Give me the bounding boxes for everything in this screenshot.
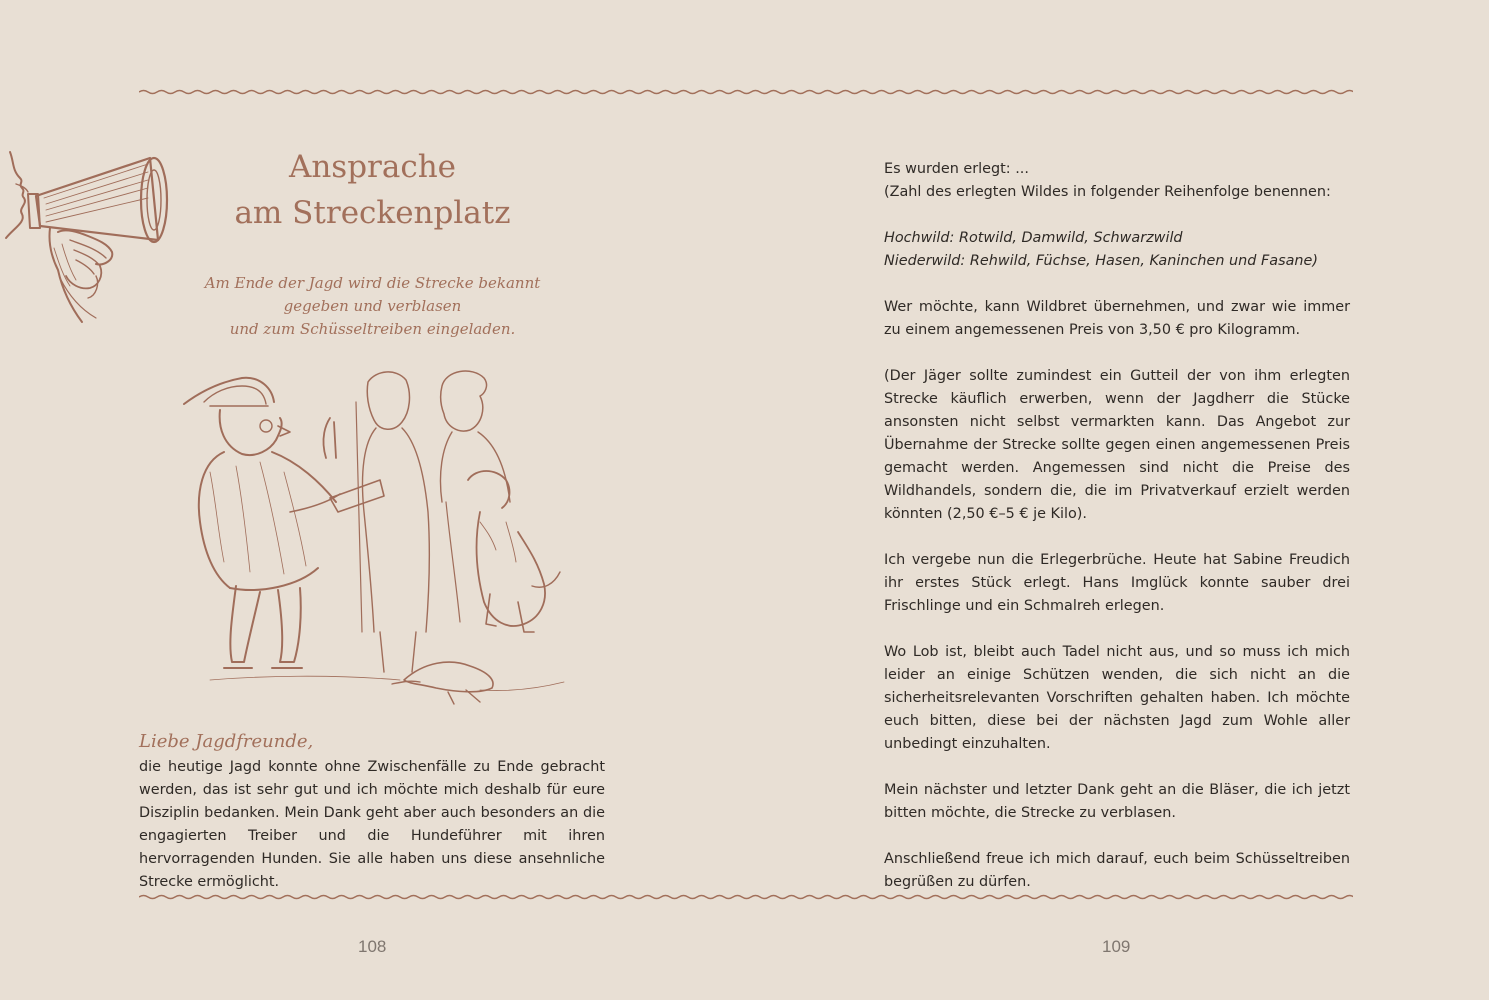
greeting: Liebe Jagdfreunde, <box>139 731 314 752</box>
paragraph-blaeser: Mein nächster und letzter Dank geht an die Bläser, die ich jetzt bitten möchte, die Strecke zu verblasen. <box>884 782 1350 821</box>
subtitle-line-2: gegeben und verblasen <box>283 297 462 315</box>
intro-line-1: Es wurden erlegt: ... <box>884 161 1029 177</box>
paragraph-jaeger: (Der Jäger sollte zumindest ein Gutteil der von ihm erlegten Strecke käuflich erwerben, wenn der Jagdherr die Stücke ansonsten nicht selbst vermarkten kann. Das Angebot zur Übernahme der Strecke sollte gegen einen angemessenen Preis gemacht werden. Angemessen sind nicht die Preise des Wildhandels, sondern die, die im Privatverkauf erzielt werden könnten (2,50 €–5 € je Kilo). <box>884 368 1350 522</box>
subtitle-line-1: Am Ende der Jagd wird die Strecke bekannt <box>204 274 541 292</box>
wavy-divider-top <box>139 86 1353 98</box>
paragraph-tadel: Wo Lob ist, bleibt auch Tadel nicht aus, und so muss ich mich leider an einige Schützen wenden, die sich nicht an die sicherheitsrelevanten Vorschriften gehalten haben. Ich möchte euch bitten, diese bei der nächsten Jagd zum Wohle aller unbedingt einzuhalten. <box>884 644 1350 752</box>
intro-block <box>884 158 1350 204</box>
subtitle <box>190 272 555 341</box>
paragraph-schluss: Anschließend freue ich mich darauf, euch beim Schüsseltreiben begrüßen zu dürfen. <box>884 851 1350 890</box>
hochwild-line: Hochwild: Rotwild, Damwild, Schwarzwild <box>884 230 1183 246</box>
megaphone-hand-icon <box>0 148 178 328</box>
left-body-text: die heutige Jagd konnte ohne Zwischenfälle zu Ende gebracht werden, das ist sehr gut und ich möchte mich deshalb für eure Disziplin bedanken. Mein Dank geht aber auch besonders an die engagierten Treiber und die Hundeführer mit ihren hervorragenden Hunden. Sie alle haben uns diese ansehnliche Strecke ermöglicht. <box>139 759 605 890</box>
intro-line-2: (Zahl des erlegten Wildes in folgender Reihenfolge benennen: <box>884 184 1331 200</box>
page-number-left: 108 <box>358 937 387 956</box>
subtitle-line-3: und zum Schüsseltreiben eingeladen. <box>229 320 516 338</box>
niederwild-line: Niederwild: Rehwild, Füchse, Hasen, Kaninchen und Fasane) <box>884 253 1318 269</box>
right-column <box>884 158 1350 917</box>
page-number-right: 109 <box>1102 937 1131 956</box>
paragraph-erlegerbrueche: Ich vergebe nun die Erlegerbrüche. Heute hat Sabine Freudich ihr erstes Stück erlegt. Hans Imglück konnte sauber drei Frischlinge und ein Schmalreh erlegen. <box>884 552 1350 614</box>
game-order-block <box>884 227 1350 273</box>
paragraph-wildbret: Wer möchte, kann Wildbret übernehmen, und zwar wie immer zu einem angemessenen Preis von 3,50 € pro Kilogramm. <box>884 299 1350 338</box>
page-title <box>190 144 555 236</box>
hunters-with-dog-illustration <box>180 362 570 707</box>
title-line-2: am Streckenplatz <box>234 195 511 231</box>
title-line-1: Ansprache <box>288 149 457 185</box>
